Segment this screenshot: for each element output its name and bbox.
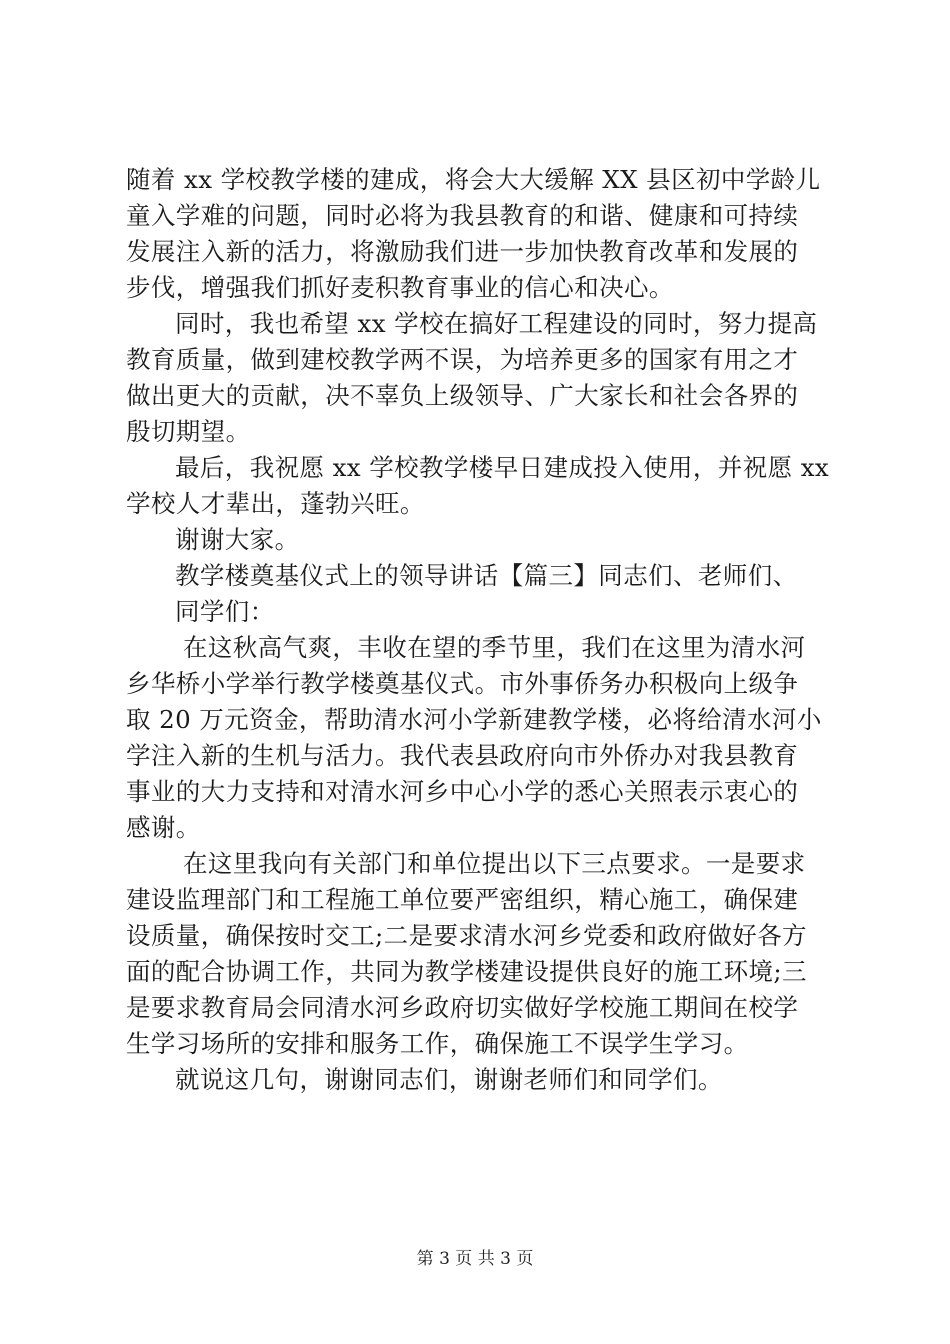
text-line: 在这里我向有关部门和单位提出以下三点要求。一是要求 <box>183 849 806 878</box>
section-heading-line: 教学楼奠基仪式上的领导讲话【篇三】同志们、老师们、 <box>175 561 798 590</box>
text-line: 是要求教育局会同清水河乡政府切实做好学校施工期间在校学 <box>126 993 799 1022</box>
text-line: 建设监理部门和工程施工单位要严密组织，精心施工，确保建 <box>126 885 799 914</box>
text-line: 设质量，确保按时交工;二是要求清水河乡党委和政府做好各方 <box>126 921 807 950</box>
text-line: 殷切期望。 <box>126 417 251 446</box>
text-line: 生学习场所的安排和服务工作，确保施工不误学生学习。 <box>126 1029 749 1058</box>
document-body <box>126 162 842 1098</box>
text-line: 最后，我祝愿 xx 学校教学楼早日建成投入使用，并祝愿 xx <box>175 453 830 482</box>
text-line: 学校人才辈出，蓬勃兴旺。 <box>126 489 425 518</box>
text-line: 随着 xx 学校教学楼的建成，将会大大缓解 XX 县区初中学龄儿 <box>126 165 821 194</box>
text-line: 就说这几句，谢谢同志们，谢谢老师们和同学们。 <box>175 1065 723 1094</box>
text-line: 在这秋高气爽，丰收在望的季节里，我们在这里为清水河 <box>183 633 806 662</box>
text-line: 事业的大力支持和对清水河乡中心小学的悉心关照表示衷心的 <box>126 777 799 806</box>
text-line: 童入学难的问题，同时必将为我县教育的和谐、健康和可持续 <box>126 201 799 230</box>
text-line: 教育质量，做到建校教学两不误，为培养更多的国家有用之才 <box>126 345 799 374</box>
text-line: 同时，我也希望 xx 学校在搞好工程建设的同时，努力提高 <box>175 309 818 338</box>
text-line: 发展注入新的活力，将激励我们进一步加快教育改革和发展的 <box>126 237 799 266</box>
text-line: 同学们： <box>175 597 275 626</box>
text-line: 面的配合协调工作，共同为教学楼建设提供良好的施工环境;三 <box>126 957 807 986</box>
text-line: 谢谢大家。 <box>175 525 300 554</box>
page-number: 第 3 页 共 3 页 <box>416 1249 534 1269</box>
page-footer <box>0 1244 950 1269</box>
text-line: 做出更大的贡献，决不辜负上级领导、广大家长和社会各界的 <box>126 381 799 410</box>
text-line: 学注入新的生机与活力。我代表县政府向市外侨办对我县教育 <box>126 741 799 770</box>
text-line: 取 20 万元资金，帮助清水河小学新建教学楼，必将给清水河小 <box>126 705 822 734</box>
text-line: 感谢。 <box>126 813 201 842</box>
text-line: 乡华桥小学举行教学楼奠基仪式。市外事侨务办积极向上级争 <box>126 669 799 698</box>
text-line: 步伐，增强我们抓好麦积教育事业的信心和决心。 <box>126 273 674 302</box>
